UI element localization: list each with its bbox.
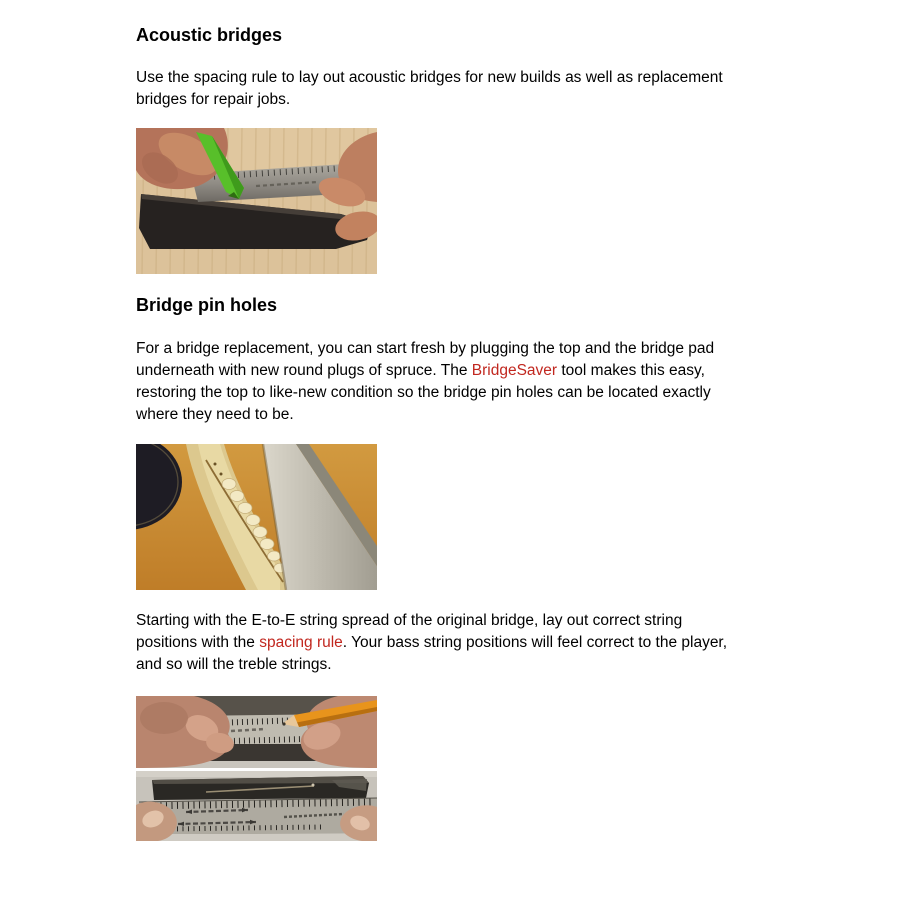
photo-rule-against-bridge-blank <box>136 771 377 841</box>
paragraph-spacing-rule-intro <box>136 67 723 111</box>
text-run: Use the spacing rule to lay out acoustic bridges for new builds as well as replacement <box>136 69 723 86</box>
photo-marking-string-positions <box>136 696 377 768</box>
spacing-rule-link[interactable]: spacing rule <box>259 634 343 651</box>
text-run: restoring the top to like-new condition so the bridge pin holes can be located exactly <box>136 384 711 401</box>
text-run: positions with the <box>136 634 260 651</box>
text-run: where they need to be. <box>136 406 294 423</box>
paragraph-bridge-replacement <box>136 338 714 426</box>
text-run: . Your bass string positions will feel correct to the player, <box>342 634 728 651</box>
text-run: bridges for repair jobs. <box>136 91 291 108</box>
bridgesaver-link[interactable]: BridgeSaver <box>471 362 558 379</box>
photo-marking-bridge-blank-image <box>136 128 377 274</box>
photo-plugged-bridge-footprint <box>136 444 377 590</box>
section-heading-bridge-pin-holes: Bridge pin holes <box>136 295 278 315</box>
paragraph-string-spread <box>136 610 727 676</box>
photo-marking-string-positions-image <box>136 696 377 768</box>
photo-plugged-bridge-footprint-image <box>136 444 377 590</box>
text-run: Starting with the E-to-E string spread of the original bridge, lay out correct string <box>136 612 683 629</box>
text-run: and so will the treble strings. <box>136 656 332 673</box>
text-run: underneath with new round plugs of spruce. The <box>136 362 472 379</box>
photo-marking-bridge-blank <box>136 128 377 274</box>
text-run: tool makes this easy, <box>557 362 705 379</box>
text-run: For a bridge replacement, you can start fresh by plugging the top and the bridge pad <box>136 340 715 357</box>
photo-rule-against-bridge-blank-image <box>136 771 377 841</box>
section-heading-acoustic-bridges: Acoustic bridges <box>136 25 283 45</box>
